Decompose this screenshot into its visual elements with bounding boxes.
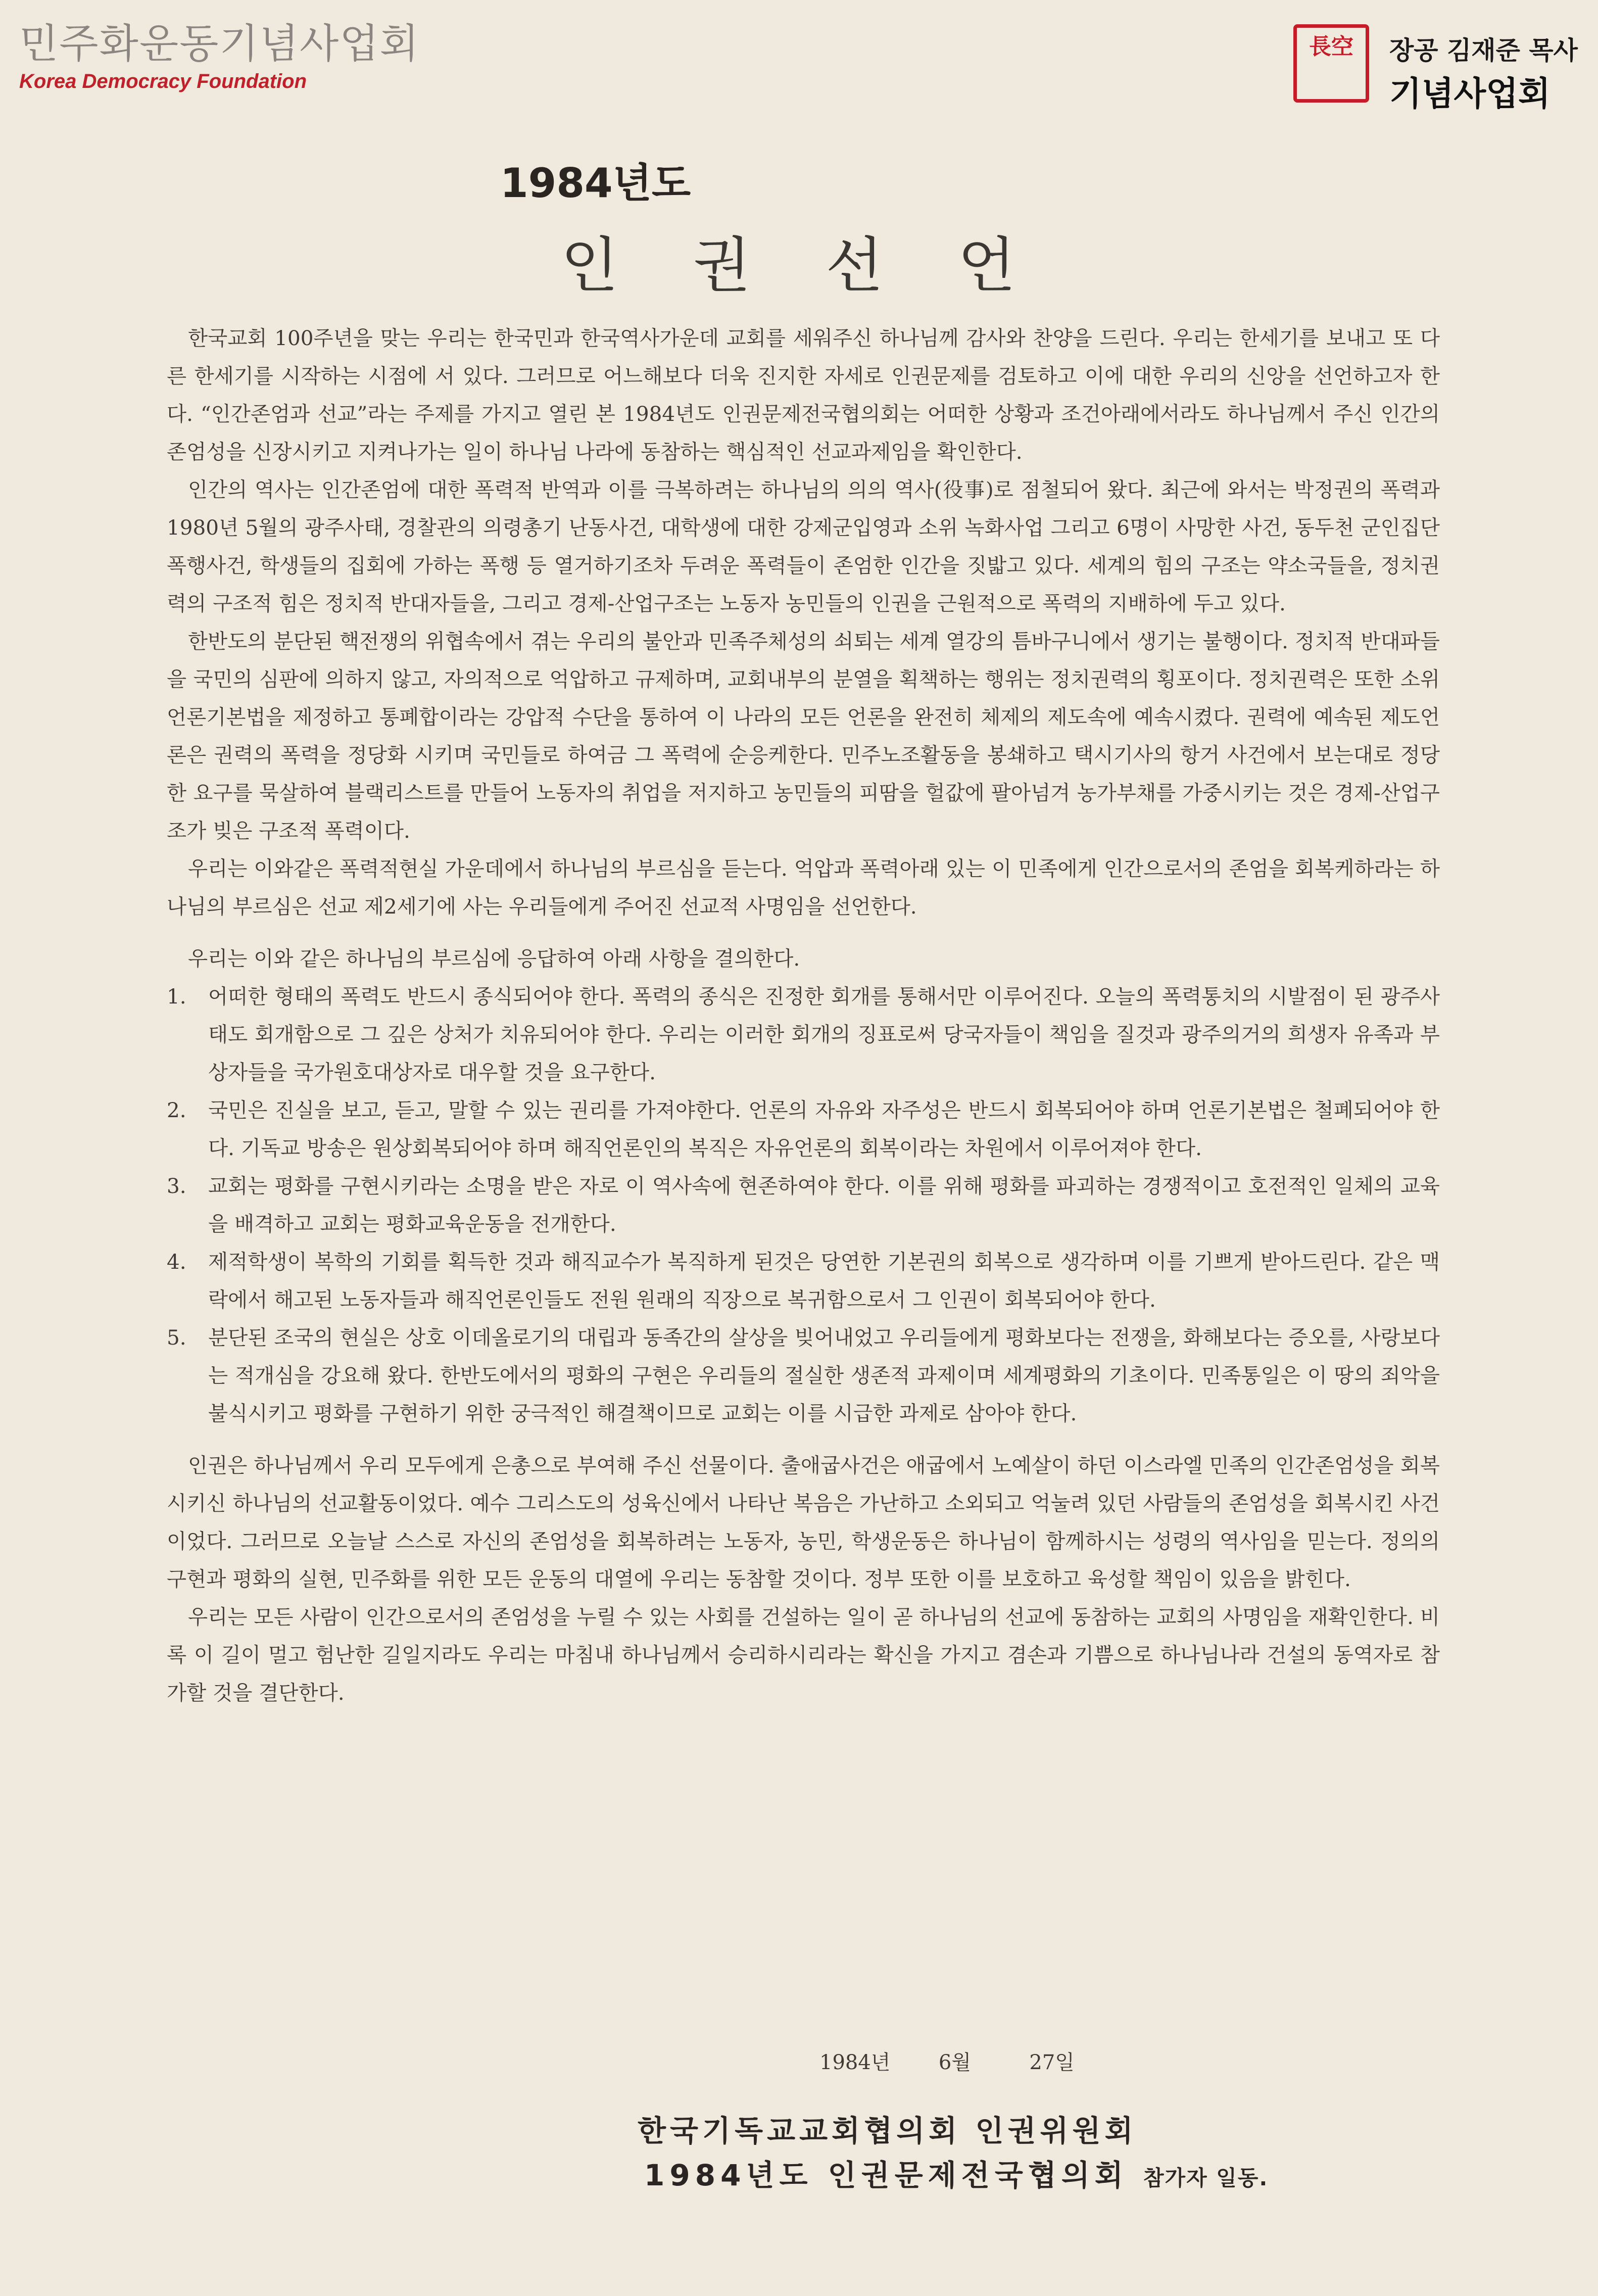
resolution-text: 어떠한 형태의 폭력도 반드시 종식되어야 한다. 폭력의 종식은 진정한 회개를 통해서만 이루어진다. 오늘의 폭력통치의 시발점이 된 광주사태도 회개함으로 그 깊은 상처가 치유되어야 한다. 우리는 이러한 회개의 징표로써 당국자들이 책임을 질것과 광주의거의 희생자 유족과 부상자들을 국가원호대상자로 대우할 것을 요구한다. <box>208 984 1440 1084</box>
resolution-item <box>167 1167 1440 1243</box>
date-year: 1984년 <box>819 2051 891 2074</box>
signatory-conference <box>644 2151 1268 2194</box>
resolution-item <box>167 978 1440 1091</box>
signatory-conference-name: 1984년도 인권문제전국협의회 <box>644 2158 1128 2192</box>
body-paragraph: 한국교회 100주년을 맞는 우리는 한국민과 한국역사가운데 교회를 세워주신 하나님께 감사와 찬양을 드린다. 우리는 한세기를 보내고 또 다른 한세기를 시작하는 시점에 서 있다. 그러므로 어느해보다 더욱 진지한 자세로 인권문제를 검토하고 이에 대한 우리의 신앙을 선언하고자 한다. “인간존엄과 선교”라는 주제를 가지고 열린 본 1984년도 인권문제전국협의회는 어떠한 상황과 조건아래에서라도 하나님께서 주신 인간의 존엄성을 신장시키고 지켜나가는 일이 하나님 나라에 동참하는 핵심적인 선교과제임을 확인한다. <box>167 326 1440 464</box>
logo-korean-text: 민주화운동기념사업회 <box>19 20 420 67</box>
closing-paragraph: 우리는 모든 사람이 인간으로서의 존엄성을 누릴 수 있는 사회를 건설하는 일이 곧 하나님의 선교에 동참하는 교회의 사명임을 재확인한다. 비록 이 길이 멀고 험난한 길일지라도 우리는 마침내 하나님께서 승리하시리라는 확신을 가지고 겸손과 기쁨으로 하나님나라 건설의 동역자로 참가할 것을 결단한다. <box>167 1605 1440 1705</box>
declaration-date <box>819 2046 1075 2075</box>
memorial-society-logo <box>1293 24 1581 113</box>
resolution-text: 국민은 진실을 보고, 듣고, 말할 수 있는 권리를 가져야한다. 언론의 자유와 자주성은 반드시 회복되어야 하며 언론기본법은 철폐되어야 한다. 기독교 방송은 원상회복되어야 하며 해직언론인의 복직은 자유언론의 회복이라는 차원에서 이루어져야 한다. <box>208 1098 1440 1160</box>
memorial-society-line: 기념사업회 <box>1389 74 1551 113</box>
signatory-participants: 참가자 일동. <box>1143 2166 1269 2190</box>
resolution-text: 교회는 평화를 구현시키라는 소명을 받은 자로 이 역사속에 현존하여야 한다. 이를 위해 평화를 파괴하는 경쟁적이고 호전적인 일체의 교육을 배격하고 교회는 평화교육운동을 전개한다. <box>208 1174 1440 1236</box>
year-title: 1984년도 <box>500 160 691 207</box>
body-paragraph: 인간의 역사는 인간존엄에 대한 폭력적 반역과 이를 극복하려는 하나님의 의의 역사(役事)로 점철되어 왔다. 최근에 와서는 박정권의 폭력과 1980년 5월의 광주사태, 경찰관의 의령총기 난동사건, 대학생에 대한 강제군입영과 소위 녹화사업 그리고 6명이 사망한 사건, 동두천 군인집단폭행사건, 학생들의 집회에 가하는 폭행 등 열거하기조차 두려운 폭력들이 존엄한 인간을 짓밟고 있다. 세계의 힘의 구조는 약소국들을, 정치권력의 구조적 힘은 정치적 반대자들을, 그리고 경제-산업구조는 노동자 농민들의 인권을 근원적으로 폭력의 지배하에 두고 있다. <box>167 477 1440 615</box>
signatory-ncck-human-rights: 한국기독교교회협의회 인권위원회 <box>638 2114 1137 2148</box>
korea-democracy-foundation-logo <box>19 21 420 94</box>
seal-glyph: 長空 <box>1309 34 1353 60</box>
date-day: 27일 <box>1029 2051 1075 2074</box>
resolution-number: 1. <box>167 984 186 1009</box>
resolution-item <box>167 1091 1440 1167</box>
red-seal-stamp <box>1293 24 1369 103</box>
resolution-item <box>167 1319 1440 1432</box>
resolution-text: 제적학생이 복학의 기회를 획득한 것과 해직교수가 복직하게 된것은 당연한 기본권의 회복으로 생각하며 이를 기쁘게 받아드린다. 같은 맥락에서 해고된 노동자들과 해직언론인들도 전원 원래의 직장으로 복귀함으로서 그 인권이 회복되어야 한다. <box>208 1250 1440 1312</box>
memorial-name-line: 장공 김재준 목사 <box>1389 36 1578 65</box>
closing-paragraph: 인권은 하나님께서 우리 모두에게 은총으로 부여해 주신 선물이다. 출애굽사건은 애굽에서 노예살이 하던 이스라엘 민족의 인간존엄성을 회복시키신 하나님의 선교활동이었다. 예수 그리스도의 성육신에서 나타난 복음은 가난하고 소외되고 억눌려 있던 사람들의 존엄성을 회복시킨 사건이었다. 그러므로 오늘날 스스로 자신의 존엄성을 회복하려는 노동자, 농민, 학생운동은 하나님이 함께하시는 성령의 역사임을 믿는다. 정의의 구현과 평화의 실현, 민주화를 위한 모든 운동의 대열에 우리는 동참할 것이다. 정부 또한 이를 보호하고 육성할 책임이 있음을 밝힌다. <box>167 1453 1440 1591</box>
resolution-text: 분단된 조국의 현실은 상호 이데올로기의 대립과 동족간의 살상을 빚어내었고 우리들에게 평화보다는 전쟁을, 화해보다는 증오를, 사랑보다는 적개심을 강요해 왔다. 한반도에서의 평화의 구현은 우리들의 절실한 생존적 과제이며 세계평화의 기초이다. 민족통일은 이 땅의 죄악을 불식시키고 평화를 구현하기 위한 궁극적인 해결책이므로 교회는 이를 시급한 과제로 삼아야 한다. <box>208 1325 1440 1425</box>
resolution-list <box>167 978 1440 1432</box>
resolution-lead: 우리는 이와 같은 하나님의 부르심에 응답하여 아래 사항을 결의한다. <box>188 946 800 971</box>
resolution-number: 5. <box>167 1325 186 1350</box>
date-month: 6월 <box>938 2051 971 2074</box>
document-title: 인권선언 <box>561 230 1090 300</box>
resolution-item <box>167 1243 1440 1319</box>
body-paragraph: 우리는 이와같은 폭력적현실 가운데에서 하나님의 부르심을 듣는다. 억압과 폭력아래 있는 이 민족에게 인간으로서의 존엄을 회복케하라는 하나님의 부르심은 선교 제2세기에 사는 우리들에게 주어진 선교적 사명임을 선언한다. <box>167 856 1440 919</box>
logo-english-text: Korea Democracy Foundation <box>19 70 307 92</box>
resolution-number: 2. <box>167 1098 186 1122</box>
body-paragraph: 한반도의 분단된 핵전쟁의 위협속에서 겪는 우리의 불안과 민족주체성의 쇠퇴는 세계 열강의 틈바구니에서 생기는 불행이다. 정치적 반대파들을 국민의 심판에 의하지 않고, 자의적으로 억압하고 규제하며, 교회내부의 분열을 획책하는 행위는 정치권력의 횡포이다. 정치권력은 또한 소위 언론기본법을 제정하고 통폐합이라는 강압적 수단을 통하여 이 나라의 모든 언론을 완전히 체제의 제도속에 예속시켰다. 권력에 예속된 제도언론은 권력의 폭력을 정당화 시키며 국민들로 하여금 그 폭력에 순응케한다. 민주노조활동을 봉쇄하고 택시기사의 항거 사건에서 보는대로 정당한 요구를 묵살하여 블랙리스트를 만들어 노동자의 취업을 저지하고 농민들의 피땀을 헐값에 팔아넘겨 농가부채를 가중시키는 것은 경제-산업구조가 빚은 구조적 폭력이다. <box>167 629 1440 843</box>
resolution-number: 4. <box>167 1250 186 1274</box>
resolution-number: 3. <box>167 1174 186 1198</box>
declaration-body <box>167 319 1440 1712</box>
